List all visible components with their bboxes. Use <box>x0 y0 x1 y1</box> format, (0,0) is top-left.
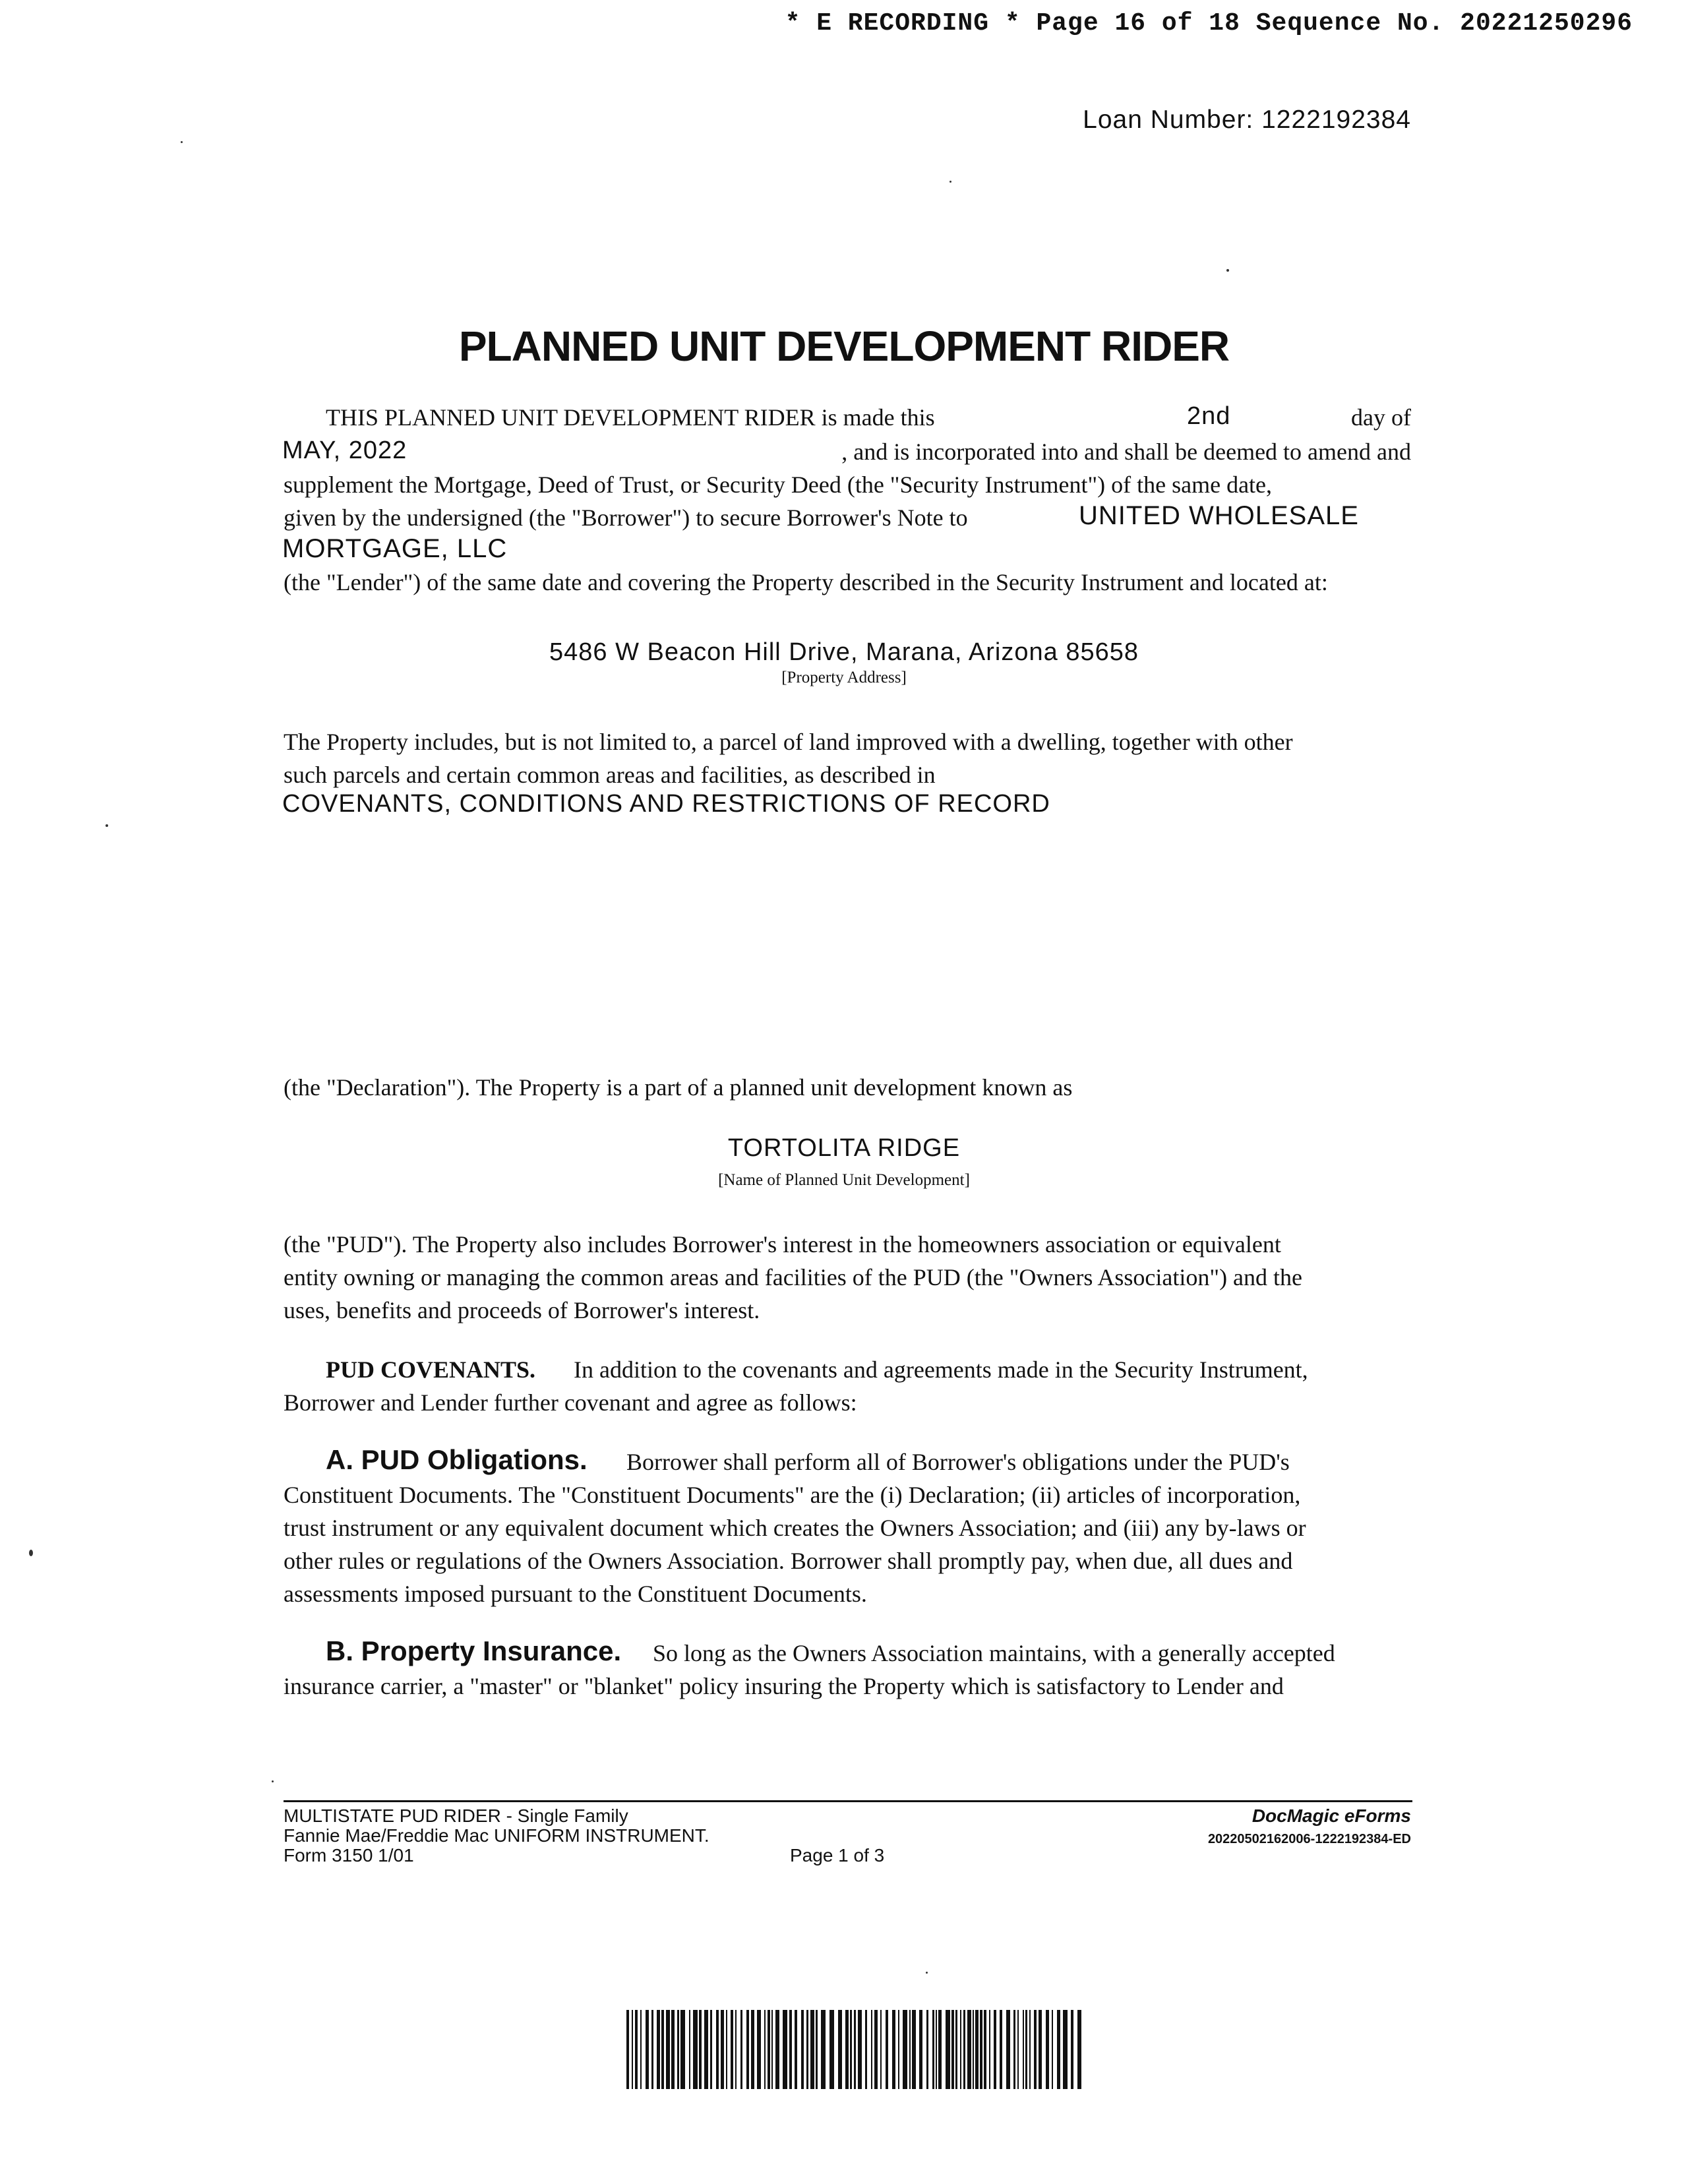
barcode-bar <box>651 2010 653 2089</box>
footer-form-line-1: MULTISTATE PUD RIDER - Single Family <box>284 1805 628 1826</box>
barcode-bar <box>932 2010 934 2089</box>
barcode-bar <box>1013 2010 1015 2089</box>
barcode-bar <box>960 2010 961 2089</box>
intro-line-3: supplement the Mortgage, Deed of Trust, or Security Deed (the "Security Instrument") of the same date, <box>284 471 1273 498</box>
footer-doc-id: 20220502162006-1222192384-ED <box>1207 1832 1411 1846</box>
pud-line-1: (the "PUD"). The Property also includes Borrower's interest in the homeowners association or equivalent <box>284 1231 1281 1258</box>
barcode-bar <box>874 2010 878 2089</box>
declaration-name: COVENANTS, CONDITIONS AND RESTRICTIONS OF RECORD <box>282 790 1050 818</box>
scan-speck <box>29 1550 33 1556</box>
lender-name-1: UNITED WHOLESALE <box>1079 501 1359 530</box>
includes-line-1: The Property includes, but is not limited to, a parcel of land improved with a dwelling, together with other <box>284 729 1293 755</box>
barcode-bar <box>909 2010 911 2089</box>
barcode-bar <box>829 2010 834 2089</box>
section-a-line-1: Borrower shall perform all of Borrower's obligations under the PUD's <box>626 1449 1290 1475</box>
declaration-line: (the "Declaration"). The Property is a part of a planned unit development known as <box>284 1074 1073 1101</box>
barcode-bar <box>721 2010 724 2089</box>
barcode-bar <box>795 2010 797 2089</box>
covenants-line-1: In addition to the covenants and agreements made in the Security Instrument, <box>574 1356 1308 1383</box>
barcode-bar <box>1025 2010 1027 2089</box>
barcode-bar <box>666 2010 670 2089</box>
section-a-heading: A. PUD Obligations. <box>326 1444 588 1475</box>
property-address-caption: [Property Address] <box>781 669 907 686</box>
barcode-bar <box>955 2010 957 2089</box>
barcode-bar <box>903 2010 907 2089</box>
barcode-bar <box>746 2010 749 2089</box>
barcode-bar <box>845 2010 849 2089</box>
barcode-bar <box>850 2010 852 2089</box>
barcode-bar <box>1077 2010 1081 2089</box>
barcode-bar <box>898 2010 899 2089</box>
barcode-bar <box>858 2010 862 2089</box>
barcode-bar <box>671 2010 675 2089</box>
barcode-bar <box>951 2010 954 2089</box>
covenants-heading: PUD COVENANTS. <box>326 1356 536 1383</box>
section-b-line-2: insurance carrier, a "master" or "blanket" policy insuring the Property which is satisfactory to Lender and <box>284 1673 1284 1699</box>
section-a-line-5: assessments imposed pursuant to the Constituent Documents. <box>284 1581 867 1607</box>
barcode-bar <box>801 2010 804 2089</box>
document-title: PLANNED UNIT DEVELOPMENT RIDER <box>458 322 1230 370</box>
barcode-bar <box>919 2010 922 2089</box>
pud-name: TORTOLITA RIDGE <box>727 1134 961 1162</box>
barcode-bar <box>1052 2010 1053 2089</box>
barcode-bar <box>912 2010 916 2089</box>
section-a-line-2: Constituent Documents. The "Constituent Documents" are the (i) Declaration; (ii) articles of incorporation, <box>284 1482 1301 1508</box>
intro-line-2b: , and is incorporated into and shall be deemed to amend and <box>841 439 1411 465</box>
footer-form-line-3: Form 3150 1/01 <box>284 1845 414 1866</box>
barcode-bar <box>657 2010 660 2089</box>
barcode-bar <box>689 2010 690 2089</box>
barcode-bar <box>975 2010 979 2089</box>
footer-form-line-2: Fannie Mae/Freddie Mac UNIFORM INSTRUMENT. <box>284 1825 709 1846</box>
barcode-bar <box>871 2010 872 2089</box>
property-address: 5486 W Beacon Hill Drive, Marana, Arizona 85658 <box>549 638 1139 666</box>
month-year-value: MAY, 2022 <box>282 437 407 464</box>
barcode-bar <box>973 2010 974 2089</box>
section-b-heading: B. Property Insurance. <box>326 1635 622 1666</box>
barcode-bar <box>661 2010 664 2089</box>
recording-header: * E RECORDING * Page 16 of 18 Sequence No. 20221250296 <box>785 9 1633 38</box>
barcode-bar <box>646 2010 649 2089</box>
barcode-bar <box>989 2010 990 2089</box>
barcode-bar <box>984 2010 986 2089</box>
barcode-bar <box>892 2010 895 2089</box>
barcode-bar <box>1063 2010 1068 2089</box>
barcode-bar <box>1057 2010 1060 2089</box>
loan-number: Loan Number: 1222192384 <box>1083 106 1411 134</box>
barcode-bar <box>1006 2010 1010 2089</box>
barcode-bar <box>768 2010 770 2089</box>
barcode-bar <box>677 2010 679 2089</box>
barcode-bar <box>980 2010 982 2089</box>
barcode-bar <box>757 2010 761 2089</box>
barcode-bar <box>967 2010 971 2089</box>
barcode-bar <box>936 2010 937 2089</box>
lender-name-2: MORTGAGE, LLC <box>282 534 508 563</box>
barcode-bar <box>938 2010 942 2089</box>
barcode-bar <box>963 2010 965 2089</box>
barcode-bar <box>1029 2010 1031 2089</box>
barcode-bar <box>731 2010 733 2089</box>
barcode-bar <box>680 2010 685 2089</box>
intro-line-1b: day of <box>1351 404 1411 431</box>
barcode-bar <box>1034 2010 1037 2089</box>
barcode-bar <box>865 2010 867 2089</box>
barcode-image <box>626 2010 1081 2089</box>
scan-speck <box>1226 269 1229 272</box>
barcode-bar <box>751 2010 754 2089</box>
barcode-bar <box>1017 2010 1019 2089</box>
barcode-bar <box>640 2010 642 2089</box>
intro-line-6: (the "Lender") of the same date and covering the Property described in the Security Instrument and located at: <box>284 569 1328 595</box>
barcode-bar <box>740 2010 742 2089</box>
barcode-bar <box>699 2010 702 2089</box>
day-value: 2nd <box>1187 402 1231 430</box>
barcode-bar <box>806 2010 808 2089</box>
scan-speck <box>106 824 108 827</box>
scan-speck <box>272 1780 274 1782</box>
intro-line-4: given by the undersigned (the "Borrower") to secure Borrower's Note to <box>284 504 968 531</box>
barcode-bar <box>626 2010 629 2089</box>
section-b-line-1: So long as the Owners Association maintains, with a generally accepted <box>653 1640 1335 1666</box>
section-a-line-4: other rules or regulations of the Owners Association. Borrower shall promptly pay, when due, all dues and <box>284 1548 1293 1574</box>
barcode-bar <box>726 2010 727 2089</box>
covenants-line-2: Borrower and Lender further covenant and agree as follows: <box>284 1389 857 1416</box>
barcode-bar <box>821 2010 826 2089</box>
pud-name-caption: [Name of Planned Unit Development] <box>718 1171 970 1189</box>
barcode-bar <box>632 2010 633 2089</box>
barcode-bar <box>886 2010 888 2089</box>
section-a-line-3: trust instrument or any equivalent document which creates the Owners Association; and (iii) any by-laws or <box>284 1515 1306 1541</box>
barcode-bar <box>710 2010 712 2089</box>
docmagic-logo: DocMagic eForms <box>1251 1805 1411 1826</box>
footer-rule <box>284 1800 1412 1802</box>
footer-page-number: Page 1 of 3 <box>790 1845 885 1866</box>
barcode-bar <box>880 2010 882 2089</box>
barcode-bar <box>810 2010 814 2089</box>
barcode-bar <box>946 2010 950 2089</box>
barcode-bar <box>716 2010 719 2089</box>
barcode-bar <box>775 2010 779 2089</box>
scan-speck <box>181 141 183 143</box>
barcode-bar <box>1000 2010 1002 2089</box>
barcode-bar <box>926 2010 928 2089</box>
pud-line-3: uses, benefits and proceeds of Borrower's interest. <box>284 1297 760 1323</box>
barcode-bar <box>838 2010 842 2089</box>
scan-speck <box>950 181 951 183</box>
barcode-bar <box>816 2010 818 2089</box>
barcode-bar <box>854 2010 856 2089</box>
barcode-bar <box>1046 2010 1049 2089</box>
barcode-bar <box>994 2010 996 2089</box>
includes-line-2: such parcels and certain common areas and facilities, as described in <box>284 762 936 788</box>
intro-line-1a: THIS PLANNED UNIT DEVELOPMENT RIDER is made this <box>326 404 935 431</box>
barcode-bar <box>771 2010 773 2089</box>
barcode-bar <box>783 2010 787 2089</box>
barcode-bar <box>693 2010 698 2089</box>
barcode-bar <box>704 2010 708 2089</box>
barcode-bar <box>735 2010 737 2089</box>
barcode-bar <box>789 2010 792 2089</box>
barcode-bar <box>635 2010 638 2089</box>
barcode-bar <box>1023 2010 1024 2089</box>
barcode-bar <box>764 2010 766 2089</box>
pud-line-2: entity owning or managing the common areas and facilities of the PUD (the "Owners Association") and the <box>284 1264 1303 1290</box>
scan-speck <box>926 1972 928 1974</box>
barcode-bar <box>1071 2010 1073 2089</box>
barcode-bar <box>1039 2010 1042 2089</box>
